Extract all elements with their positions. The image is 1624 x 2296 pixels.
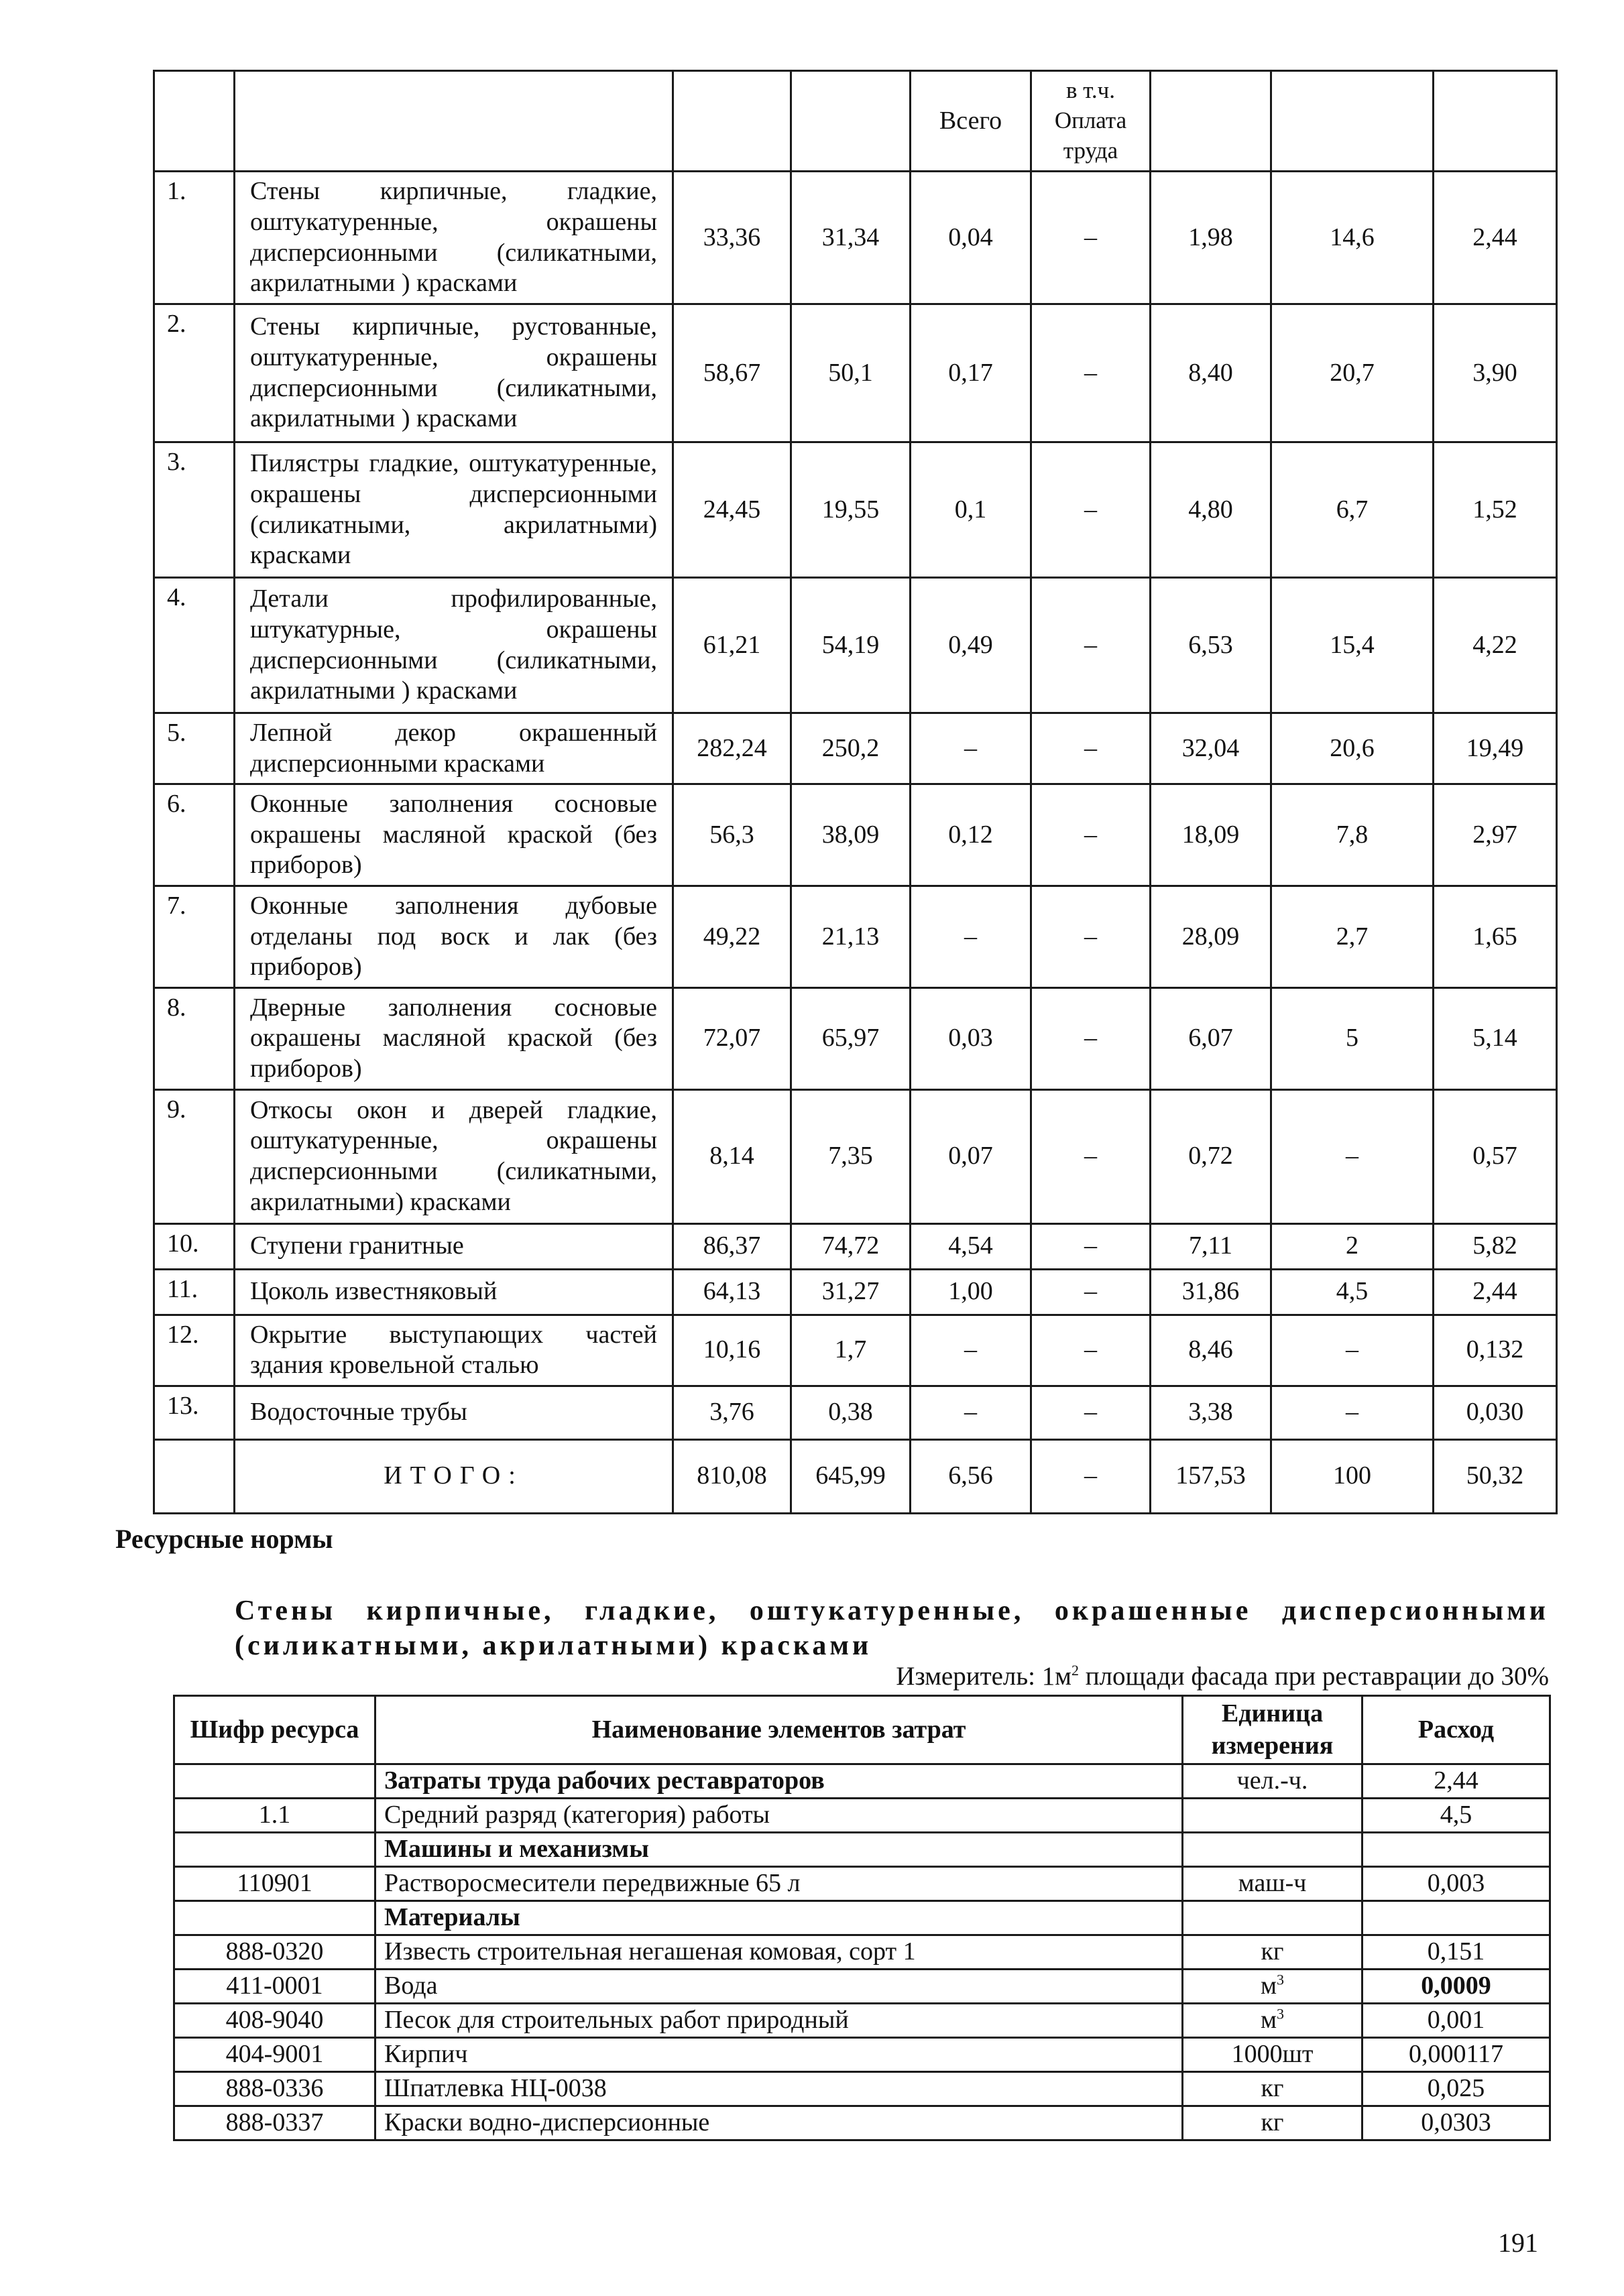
row-value: 282,24: [673, 713, 791, 784]
total-value: –: [1031, 1439, 1151, 1513]
header-total: Всего: [911, 71, 1031, 172]
resource-code: 888-0337: [174, 2106, 375, 2140]
resource-unit-text: чел.-ч.: [1236, 1766, 1308, 1795]
row-value: 38,09: [791, 784, 911, 886]
row-value: 49,22: [673, 886, 791, 987]
row-value: 64,13: [673, 1269, 791, 1315]
row-number: 8.: [154, 987, 235, 1089]
header-code: Шифр ресурса: [174, 1696, 375, 1764]
cost-table-row: [154, 1269, 1557, 1315]
row-value: 1,52: [1434, 442, 1557, 578]
row-value: 2: [1271, 1223, 1434, 1269]
row-value: 58,67: [673, 304, 791, 442]
resource-row: [174, 1935, 1550, 1970]
resource-unit: [1183, 2106, 1362, 2140]
row-value: 250,2: [791, 713, 911, 784]
resource-name: Вода: [375, 1970, 1183, 2004]
cost-table-row: [154, 172, 1557, 304]
cost-table-header-row: [154, 71, 1557, 172]
page-number: 191: [1498, 2228, 1538, 2258]
resource-amount: 0,0009: [1362, 1970, 1550, 2004]
row-value: 4,5: [1271, 1269, 1434, 1315]
resource-name: Материалы: [375, 1901, 1183, 1935]
resource-row: [174, 1970, 1550, 2004]
row-value: 1,00: [911, 1269, 1031, 1315]
row-number: 1.: [154, 172, 235, 304]
total-value: 6,56: [911, 1439, 1031, 1513]
resource-row: [174, 1867, 1550, 1901]
resource-code: 1.1: [174, 1799, 375, 1833]
row-value: 14,6: [1271, 172, 1434, 304]
row-value: –: [1031, 1386, 1151, 1439]
resource-row: [174, 1901, 1550, 1935]
row-value: 3,76: [673, 1386, 791, 1439]
row-value: 7,11: [1151, 1223, 1271, 1269]
measure-prefix: Измеритель: 1м: [896, 1662, 1071, 1691]
row-value: 0,030: [1434, 1386, 1557, 1439]
row-value: 5,82: [1434, 1223, 1557, 1269]
row-value: 1,7: [791, 1315, 911, 1386]
resource-code: [174, 1764, 375, 1799]
resource-amount: 0,001: [1362, 2004, 1550, 2038]
resource-amount: 0,000117: [1362, 2038, 1550, 2072]
row-value: 65,97: [791, 987, 911, 1089]
cost-table-row: [154, 987, 1557, 1089]
total-value: 157,53: [1151, 1439, 1271, 1513]
cost-table: [153, 70, 1558, 1514]
row-number: 10.: [154, 1223, 235, 1269]
resource-row: [174, 1764, 1550, 1799]
resource-name: Средний разряд (категория) работы: [375, 1799, 1183, 1833]
row-value: –: [911, 886, 1031, 987]
row-number: 7.: [154, 886, 235, 987]
total-row: [154, 1439, 1557, 1513]
cost-table-body: [154, 71, 1557, 1514]
row-value: 0,12: [911, 784, 1031, 886]
row-value: 0,03: [911, 987, 1031, 1089]
resource-code: 888-0336: [174, 2072, 375, 2106]
row-value: –: [1031, 304, 1151, 442]
resource-row: [174, 2106, 1550, 2140]
total-value: 810,08: [673, 1439, 791, 1513]
header-cell: [791, 71, 911, 172]
row-value: 54,19: [791, 578, 911, 713]
row-value: 0,132: [1434, 1315, 1557, 1386]
resource-row: [174, 1799, 1550, 1833]
row-number: 12.: [154, 1315, 235, 1386]
cost-table-row: [154, 713, 1557, 784]
row-value: 74,72: [791, 1223, 911, 1269]
row-number: 11.: [154, 1269, 235, 1315]
row-value: 3,90: [1434, 304, 1557, 442]
cost-table-row: [154, 886, 1557, 987]
total-value: 50,32: [1434, 1439, 1557, 1513]
row-value: 61,21: [673, 578, 791, 713]
row-value: 0,17: [911, 304, 1031, 442]
row-number: 5.: [154, 713, 235, 784]
resource-unit-text: м: [1260, 1972, 1277, 2000]
row-value: 20,7: [1271, 304, 1434, 442]
cost-table-row: [154, 304, 1557, 442]
resource-code: 404-9001: [174, 2038, 375, 2072]
cost-table-row: [154, 1315, 1557, 1386]
row-value: –: [1031, 578, 1151, 713]
row-value: 7,8: [1271, 784, 1434, 886]
header-name: Наименование элементов затрат: [375, 1696, 1183, 1764]
row-value: –: [1031, 1089, 1151, 1223]
row-name: Оконные заполнения дубовые отделаны под воск и лак (без приборов): [235, 886, 673, 987]
resource-name: Затраты труда рабочих реставраторов: [375, 1764, 1183, 1799]
row-value: 28,09: [1151, 886, 1271, 987]
row-name: Лепной декор окрашенный дисперсионными красками: [235, 713, 673, 784]
row-name: Дверные заполнения сосновые окрашены масляной краской (без приборов): [235, 987, 673, 1089]
measure-suffix: площади фасада при реставрации до 30%: [1078, 1662, 1549, 1691]
row-value: 0,49: [911, 578, 1031, 713]
resource-code: [174, 1901, 375, 1935]
total-value: 645,99: [791, 1439, 911, 1513]
resource-unit: [1183, 1799, 1362, 1833]
row-value: –: [1031, 784, 1151, 886]
resource-amount: 0,025: [1362, 2072, 1550, 2106]
row-value: –: [1031, 1315, 1151, 1386]
header-unit: Единица измерения: [1183, 1696, 1362, 1764]
cost-table-row: [154, 1223, 1557, 1269]
row-value: 33,36: [673, 172, 791, 304]
resource-code: 411-0001: [174, 1970, 375, 2004]
row-value: 1,98: [1151, 172, 1271, 304]
resource-unit: [1183, 2038, 1362, 2072]
row-value: 8,46: [1151, 1315, 1271, 1386]
header-cell: [673, 71, 791, 172]
resource-unit-text: кг: [1261, 2108, 1284, 2137]
resource-name: Краски водно-дисперсионные: [375, 2106, 1183, 2140]
resource-code: 110901: [174, 1867, 375, 1901]
row-value: 56,3: [673, 784, 791, 886]
header-cell: [154, 71, 235, 172]
row-value: 7,35: [791, 1089, 911, 1223]
total-value: 100: [1271, 1439, 1434, 1513]
resource-unit: [1183, 1901, 1362, 1935]
resource-amount: [1362, 1901, 1550, 1935]
row-value: 6,7: [1271, 442, 1434, 578]
resource-name: Кирпич: [375, 2038, 1183, 2072]
resource-unit-text: маш-ч: [1238, 1869, 1307, 1898]
header-cell: [1271, 71, 1434, 172]
resource-unit: [1183, 1833, 1362, 1867]
row-value: 0,38: [791, 1386, 911, 1439]
row-value: 24,45: [673, 442, 791, 578]
row-value: 4,80: [1151, 442, 1271, 578]
row-value: –: [1271, 1386, 1434, 1439]
cost-table-row: [154, 578, 1557, 713]
resource-amount: 0,151: [1362, 1935, 1550, 1970]
row-value: –: [1031, 713, 1151, 784]
row-value: 0,57: [1434, 1089, 1557, 1223]
row-value: 1,65: [1434, 886, 1557, 987]
resource-name: Песок для строительных работ природный: [375, 2004, 1183, 2038]
row-number: 6.: [154, 784, 235, 886]
row-value: –: [1031, 1223, 1151, 1269]
row-value: 86,37: [673, 1223, 791, 1269]
row-name: Стены кирпичные, рустованные, оштукатуренные, окрашены дисперсионными (силикатными, акрилатными ) красками: [235, 304, 673, 442]
row-value: 0,04: [911, 172, 1031, 304]
row-name: Водосточные трубы: [235, 1386, 673, 1439]
row-value: 19,55: [791, 442, 911, 578]
row-value: –: [1031, 442, 1151, 578]
row-value: –: [911, 713, 1031, 784]
resource-row: [174, 2004, 1550, 2038]
resource-unit-text: м: [1260, 2006, 1277, 2035]
cost-table-row: [154, 1386, 1557, 1439]
resource-unit: [1183, 1970, 1362, 2004]
row-name: Стены кирпичные, гладкие, оштукатуренные, окрашены дисперсионными (силикатными, акрилатными ) красками: [235, 172, 673, 304]
resource-amount: 0,0303: [1362, 2106, 1550, 2140]
resource-code: 408-9040: [174, 2004, 375, 2038]
resource-unit-sup: 3: [1277, 2005, 1285, 2022]
resource-amount: 0,003: [1362, 1867, 1550, 1901]
resource-unit: [1183, 1935, 1362, 1970]
row-value: –: [1031, 172, 1151, 304]
resource-code: 888-0320: [174, 1935, 375, 1970]
resource-amount: [1362, 1833, 1550, 1867]
resource-row: [174, 2038, 1550, 2072]
row-value: 19,49: [1434, 713, 1557, 784]
resource-header-row: [174, 1696, 1550, 1764]
row-value: 31,27: [791, 1269, 911, 1315]
resource-name: Машины и механизмы: [375, 1833, 1183, 1867]
row-value: –: [911, 1315, 1031, 1386]
row-value: 6,53: [1151, 578, 1271, 713]
resource-unit-text: кг: [1261, 1937, 1284, 1966]
resource-unit-text: кг: [1261, 2074, 1284, 2103]
row-value: 50,1: [791, 304, 911, 442]
resource-amount: 2,44: [1362, 1764, 1550, 1799]
row-name: Детали профилированные, штукатурные, окрашены дисперсионными (силикатными, акрилатными ) красками: [235, 578, 673, 713]
resource-table-body: [174, 1696, 1550, 2140]
row-name: Пилястры гладкие, оштукатуренные, окрашены дисперсионными (силикатными, акрилатными) красками: [235, 442, 673, 578]
header-cell: [1434, 71, 1557, 172]
row-value: 0,72: [1151, 1089, 1271, 1223]
cost-table-row: [154, 442, 1557, 578]
resource-name: Известь строительная негашеная комовая, сорт 1: [375, 1935, 1183, 1970]
measure-line: [896, 1661, 1549, 1691]
resource-amount: 4,5: [1362, 1799, 1550, 1833]
row-value: 31,34: [791, 172, 911, 304]
row-value: 6,07: [1151, 987, 1271, 1089]
row-name: Ступени гранитные: [235, 1223, 673, 1269]
row-value: 72,07: [673, 987, 791, 1089]
resource-unit: [1183, 2004, 1362, 2038]
resource-row: [174, 1833, 1550, 1867]
total-number-cell: [154, 1439, 235, 1513]
resource-unit-sup: 3: [1277, 1971, 1285, 1988]
cost-table-row: [154, 784, 1557, 886]
row-number: 2.: [154, 304, 235, 442]
resource-unit: [1183, 1764, 1362, 1799]
resource-row: [174, 2072, 1550, 2106]
resource-unit: [1183, 2072, 1362, 2106]
row-name: Откосы окон и дверей гладкие, оштукатуренные, окрашены дисперсионными (силикатными, акрилатными) красками: [235, 1089, 673, 1223]
total-label: ИТОГО:: [235, 1439, 673, 1513]
row-number: 13.: [154, 1386, 235, 1439]
resource-name: Шпатлевка НЦ-0038: [375, 2072, 1183, 2106]
row-value: –: [911, 1386, 1031, 1439]
row-value: 18,09: [1151, 784, 1271, 886]
row-value: 15,4: [1271, 578, 1434, 713]
row-value: 4,22: [1434, 578, 1557, 713]
row-value: –: [1031, 1269, 1151, 1315]
row-value: 8,14: [673, 1089, 791, 1223]
row-name: Окрытие выступающих частей здания кровельной сталью: [235, 1315, 673, 1386]
row-value: –: [1271, 1089, 1434, 1223]
row-value: 32,04: [1151, 713, 1271, 784]
row-value: 31,86: [1151, 1269, 1271, 1315]
row-value: 5: [1271, 987, 1434, 1089]
measure-sup: 2: [1071, 1662, 1079, 1679]
row-value: 2,44: [1434, 172, 1557, 304]
row-name: Оконные заполнения сосновые окрашены масляной краской (без приборов): [235, 784, 673, 886]
header-cell: [235, 71, 673, 172]
header-cell: [1151, 71, 1271, 172]
header-labor-pay: в т.ч. Оплата труда: [1031, 71, 1151, 172]
resource-unit: [1183, 1867, 1362, 1901]
resource-code: [174, 1833, 375, 1867]
row-name: Цоколь известняковый: [235, 1269, 673, 1315]
cost-table-row: [154, 1089, 1557, 1223]
row-value: 10,16: [673, 1315, 791, 1386]
row-value: 2,7: [1271, 886, 1434, 987]
row-value: 2,97: [1434, 784, 1557, 886]
resource-table: [173, 1695, 1551, 2141]
row-value: 0,1: [911, 442, 1031, 578]
row-value: 2,44: [1434, 1269, 1557, 1315]
row-value: 5,14: [1434, 987, 1557, 1089]
row-value: 4,54: [911, 1223, 1031, 1269]
row-value: –: [1271, 1315, 1434, 1386]
resource-subtitle: Стены кирпичные, гладкие, оштукатуренные, окрашенные дисперсионными (силикатными, акрилатными) красками: [235, 1595, 1549, 1661]
resource-unit-text: 1000шт: [1231, 2040, 1314, 2069]
resource-norms-heading: Ресурсные нормы: [115, 1524, 333, 1554]
row-number: 4.: [154, 578, 235, 713]
row-number: 9.: [154, 1089, 235, 1223]
row-value: –: [1031, 987, 1151, 1089]
header-amount: Расход: [1362, 1696, 1550, 1764]
row-value: –: [1031, 886, 1151, 987]
row-value: 0,07: [911, 1089, 1031, 1223]
row-number: 3.: [154, 442, 235, 578]
row-value: 20,6: [1271, 713, 1434, 784]
row-value: 21,13: [791, 886, 911, 987]
row-value: 3,38: [1151, 1386, 1271, 1439]
resource-name: Растворосмесители передвижные 65 л: [375, 1867, 1183, 1901]
row-value: 8,40: [1151, 304, 1271, 442]
